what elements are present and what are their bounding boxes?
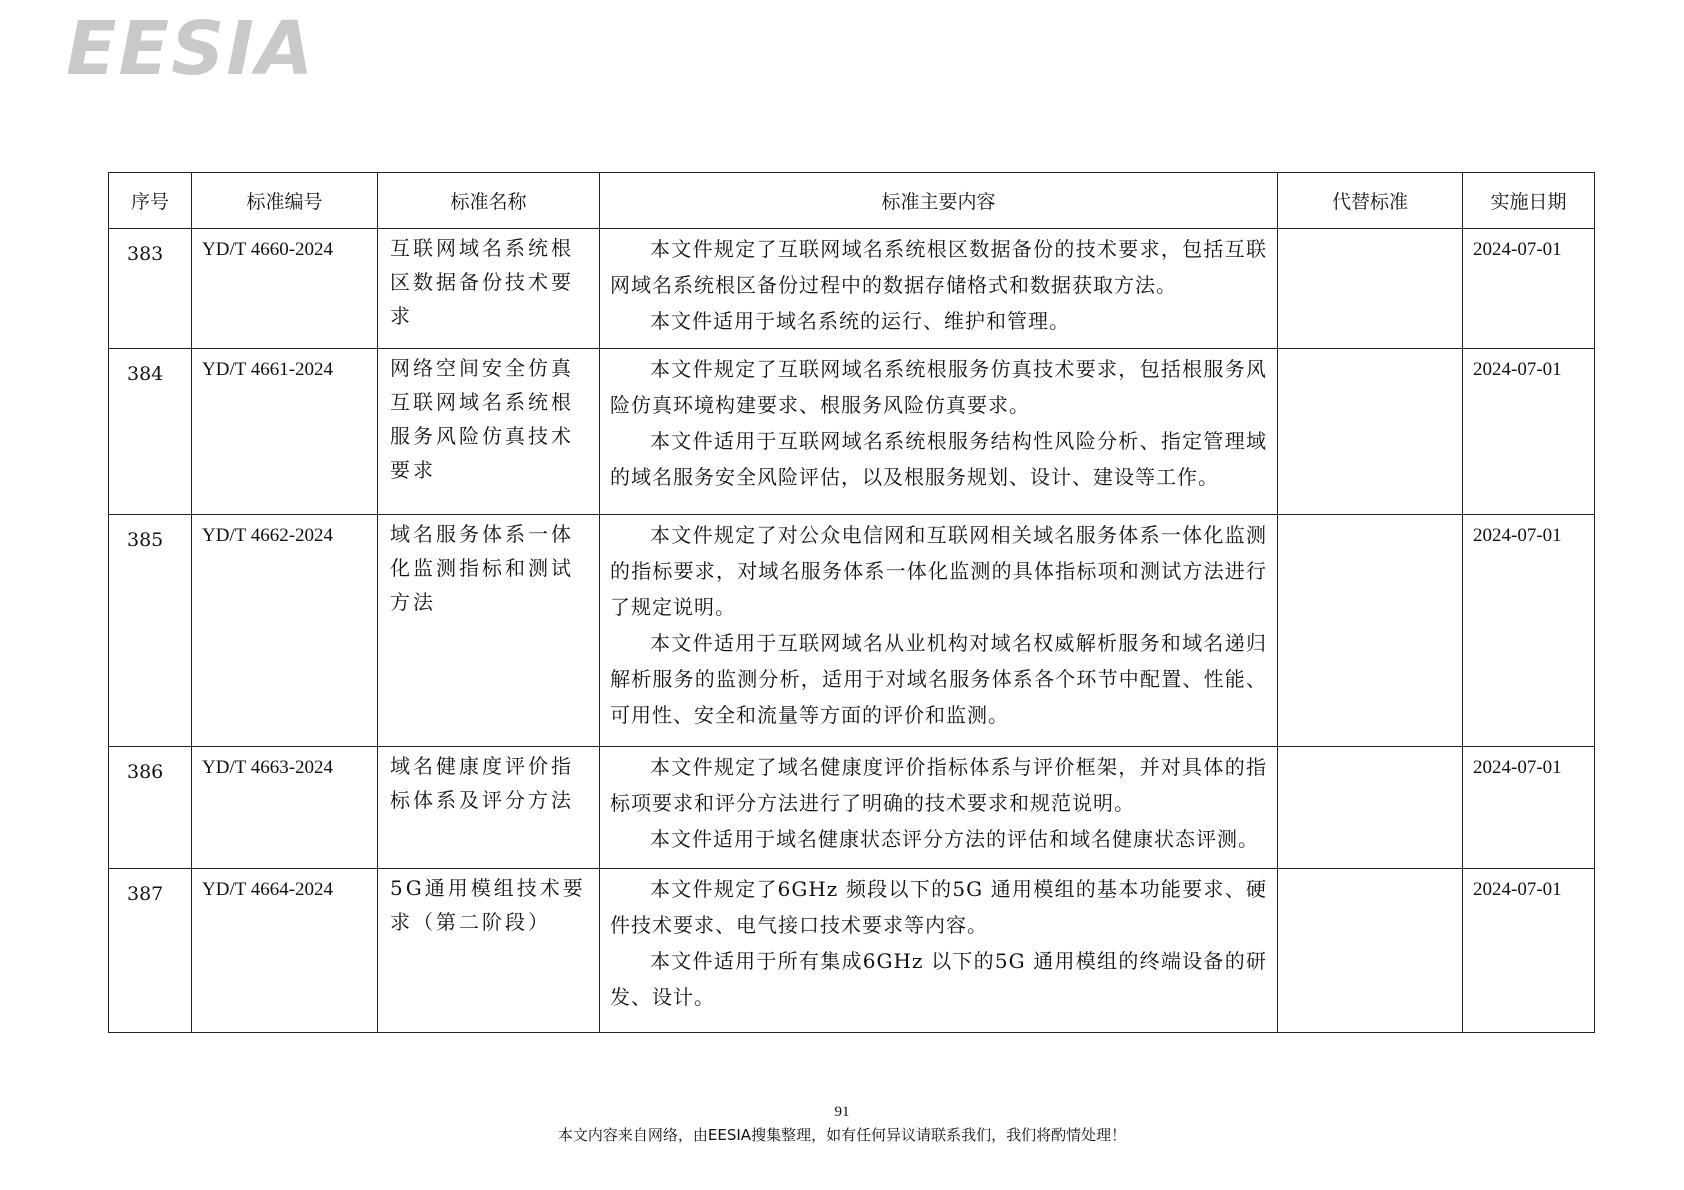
- row-date: 2024-07-01: [1463, 869, 1595, 1033]
- row-seq: 387: [109, 869, 192, 1033]
- row-code: YD/T 4661-2024: [192, 349, 378, 515]
- header-name: 标准名称: [378, 173, 600, 229]
- table-row: [109, 349, 1595, 515]
- row-seq: 384: [109, 349, 192, 515]
- row-name: 网络空间安全仿真互联网域名系统根服务风险仿真技术要求: [378, 349, 600, 515]
- row-replaces: [1278, 349, 1463, 515]
- content-paragraph: 本文件适用于所有集成6GHz 以下的5G 通用模组的终端设备的研发、设计。: [610, 949, 1267, 1009]
- row-seq: 385: [109, 515, 192, 747]
- row-replaces: [1278, 515, 1463, 747]
- row-seq: 386: [109, 747, 192, 869]
- content-paragraph: 本文件适用于域名系统的运行、维护和管理。: [650, 309, 1070, 333]
- row-content: [600, 349, 1278, 515]
- table-row: [109, 747, 1595, 869]
- content-paragraph: 本文件规定了对公众电信网和互联网相关域名服务体系一体化监测的指标要求，对域名服务体系一体化监测的具体指标项和测试方法进行了规定说明。: [610, 523, 1267, 619]
- row-name: 5G通用模组技术要求（第二阶段）: [378, 869, 600, 1033]
- table-row: [109, 515, 1595, 747]
- row-replaces: [1278, 229, 1463, 349]
- row-seq: 383: [109, 229, 192, 349]
- row-date: 2024-07-01: [1463, 229, 1595, 349]
- row-code: YD/T 4664-2024: [192, 869, 378, 1033]
- header-date: 实施日期: [1463, 173, 1595, 229]
- row-content: [600, 229, 1278, 349]
- header-seq: 序号: [109, 173, 192, 229]
- row-replaces: [1278, 747, 1463, 869]
- row-name: 域名健康度评价指标体系及评分方法: [378, 747, 600, 869]
- header-content: 标准主要内容: [600, 173, 1278, 229]
- row-content: [600, 747, 1278, 869]
- standards-table: [108, 172, 1595, 1033]
- row-content: [600, 869, 1278, 1033]
- content-paragraph: 本文件适用于域名健康状态评分方法的评估和域名健康状态评测。: [650, 827, 1259, 851]
- content-paragraph: 本文件规定了域名健康度评价指标体系与评价框架，并对具体的指标项要求和评分方法进行了明确的技术要求和规范说明。: [610, 755, 1267, 815]
- row-content: [600, 515, 1278, 747]
- header-code: 标准编号: [192, 173, 378, 229]
- row-date: 2024-07-01: [1463, 515, 1595, 747]
- table-header-row: [109, 173, 1595, 229]
- page-number: 91: [834, 1104, 850, 1120]
- row-code: YD/T 4660-2024: [192, 229, 378, 349]
- content-paragraph: 本文件规定了6GHz 频段以下的5G 通用模组的基本功能要求、硬件技术要求、电气接口技术要求等内容。: [610, 877, 1267, 937]
- row-code: YD/T 4663-2024: [192, 747, 378, 869]
- row-replaces: [1278, 869, 1463, 1033]
- eesia-logo: EESIA: [66, 6, 316, 92]
- row-name: 互联网域名系统根区数据备份技术要求: [378, 229, 600, 349]
- content-paragraph: 本文件规定了互联网域名系统根区数据备份的技术要求，包括互联网域名系统根区备份过程中的数据存储格式和数据获取方法。: [610, 237, 1267, 297]
- row-name: 域名服务体系一体化监测指标和测试方法: [378, 515, 600, 747]
- row-code: YD/T 4662-2024: [192, 515, 378, 747]
- row-date: 2024-07-01: [1463, 349, 1595, 515]
- table-row: [109, 229, 1595, 349]
- header-replaces: 代替标准: [1278, 173, 1463, 229]
- content-paragraph: 本文件规定了互联网域名系统根服务仿真技术要求，包括根服务风险仿真环境构建要求、根服务风险仿真要求。: [610, 357, 1267, 417]
- table-row: [109, 869, 1595, 1033]
- footer-disclaimer: 本文内容来自网络，由EESIA搜集整理，如有任何异议请联系我们，我们将酌情处理！: [557, 1126, 1127, 1144]
- content-paragraph: 本文件适用于互联网域名从业机构对域名权威解析服务和域名递归解析服务的监测分析，适用于对域名服务体系各个环节中配置、性能、可用性、安全和流量等方面的评价和监测。: [610, 631, 1267, 727]
- row-date: 2024-07-01: [1463, 747, 1595, 869]
- content-paragraph: 本文件适用于互联网域名系统根服务结构性风险分析、指定管理域的域名服务安全风险评估，以及根服务规划、设计、建设等工作。: [610, 429, 1267, 489]
